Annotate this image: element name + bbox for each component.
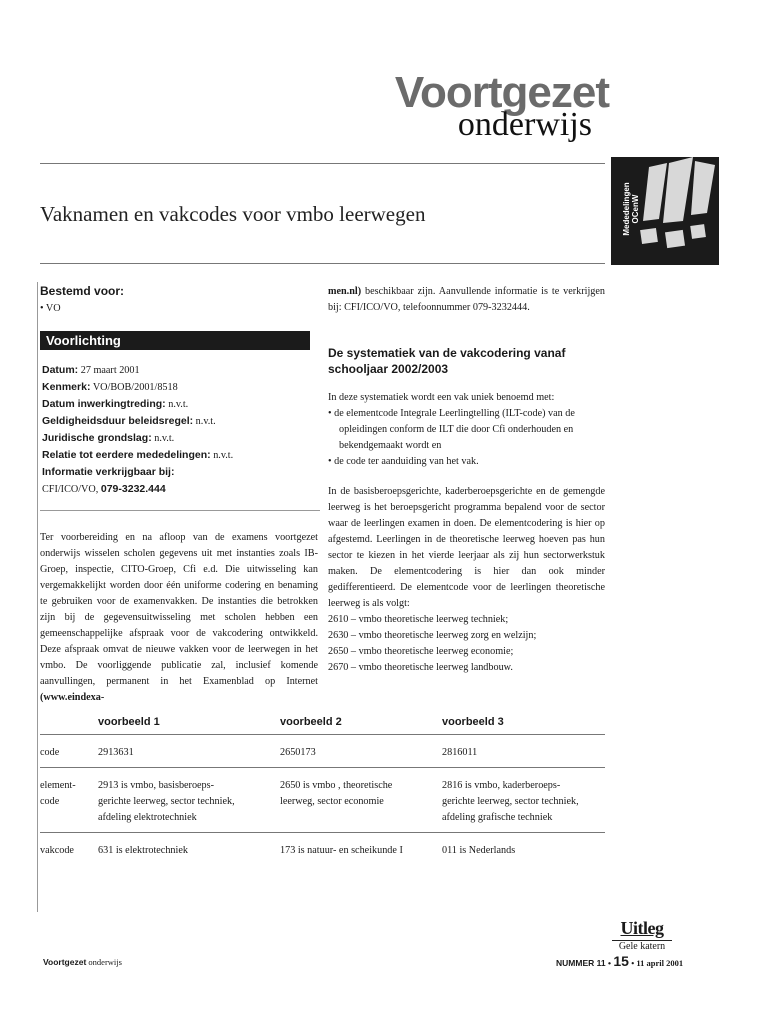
ocenw-label xyxy=(622,181,640,237)
table-header: voorbeeld 1 xyxy=(98,710,280,735)
table-cell: 2816 is vmbo, kaderberoeps- gerichte leerweg, sector techniek, afdeling grafische techniek xyxy=(442,768,605,833)
left-section-rule xyxy=(40,510,320,511)
list-item: • de elementcode Integrale Leerlingtelling (ILT-code) van de opleidingen conform de ILT die door Cfi onderhouden en bekendgemaakt wordt en xyxy=(328,408,575,451)
table-cell: 011 is Nederlands xyxy=(442,845,516,856)
table-cell: 2816011 xyxy=(442,735,605,768)
uitleg-logo xyxy=(612,918,672,952)
code-line: 2630 – vmbo theoretische leerweg zorg en welzijn; xyxy=(328,630,537,641)
table-row xyxy=(40,735,605,768)
meta-kenmerk: Kenmerk: VO/BOB/2001/8518 xyxy=(42,381,178,393)
badge-line-2: OCenW xyxy=(631,194,640,224)
table-cell: code xyxy=(40,735,98,768)
code-line: 2670 – vmbo theoretische leerweg landbouw. xyxy=(328,662,513,673)
uitleg-sub: Gele katern xyxy=(612,940,672,952)
bestemd-heading: Bestemd voor: xyxy=(40,284,125,298)
meta-juridisch: Juridische grondslag: n.v.t. xyxy=(42,432,175,444)
systematiek-paragraph: In de basisberoepsgerichte, kaderberoepsgerichte en de gemengde leerweg is het beroepsgericht programma bepalend voor de sector waar de leerlingen examen in doen. De elementcodering is hier op afgestemd. Leerlingen in de theoretische leerweg hoeven pas hun sector te kiezen in het vierde leerjaar als zij hun sectorwerkstuk maken. De elementcodering is hier dan ook minder gedifferentieerd. De elementcode voor de leerlingen theoretische leerweg is als volgt: 2610 – vmbo theoretische leerweg techniek; 2630 – vmbo theoretische leerweg zorg en welzijn; 2650 – vmbo theoretische leerweg economie; 2670 – vmbo theoretische leerweg landbouw. xyxy=(328,484,605,676)
masthead-title: Voortgezet xyxy=(394,68,609,117)
table-cell: vakcode xyxy=(40,845,74,856)
table-cell: 2650 is vmbo , theoretische leerweg, sector economie xyxy=(280,768,442,833)
page-number: 15 xyxy=(613,953,629,969)
table-row xyxy=(40,833,605,866)
left-margin-line xyxy=(37,282,38,912)
uitleg-name: Uitleg xyxy=(620,918,664,938)
meta-informatie-value: CFI/ICO/VO, 079-3232.444 xyxy=(42,483,166,495)
table-cell: 2913631 xyxy=(98,735,280,768)
code-line: 2610 – vmbo theoretische leerweg techniek; xyxy=(328,614,509,625)
meta-inwerking: Datum inwerkingtreding: n.v.t. xyxy=(42,398,189,410)
document-title: Vaknamen en vakcodes voor vmbo leerwegen xyxy=(40,202,426,226)
table-header: voorbeeld 3 xyxy=(442,710,605,735)
table-row xyxy=(40,768,605,833)
table-cell: 173 is natuur- en scheikunde I xyxy=(280,845,403,856)
systematiek-heading: De systematiek van de vakcodering vanaf schooljaar 2002/2003 xyxy=(328,346,566,376)
table-header: voorbeeld 2 xyxy=(280,710,442,735)
badge-line-1: Mededelingen xyxy=(622,182,631,236)
continued-paragraph: men.nl) beschikbaar zijn. Aanvullende informatie is te verkrijgen bij: CFI/ICO/VO, telefoonnummer 079-3232444. xyxy=(328,286,606,313)
voorlichting-bar: Voorlichting xyxy=(40,331,310,350)
systematiek-intro: In deze systematiek wordt een vak uniek benoemd met: • de elementcode Integrale Leerlingtelling (ILT-code) van de opleidingen conform de ILT die door Cfi onderhouden en bekendgemaakt wordt en • de code ter aanduiding van het vak. xyxy=(328,390,605,470)
meta-relatie: Relatie tot eerdere mededelingen: n.v.t. xyxy=(42,449,234,461)
footer-publication: Voortgezet onderwijs xyxy=(43,957,122,967)
title-rule xyxy=(40,263,605,264)
meta-geldigheid: Geldigheidsduur beleidsregel: n.v.t. xyxy=(42,415,216,427)
masthead-subtitle: onderwijs xyxy=(457,106,592,143)
examenblad-link-end[interactable]: men.nl) xyxy=(328,286,362,297)
footer-issue: NUMMER 11 • 15 • 11 april 2001 xyxy=(556,953,684,969)
table-header xyxy=(40,710,98,735)
top-rule xyxy=(40,163,605,164)
table-cell: element- code xyxy=(40,768,98,833)
intro-paragraph: Ter voorbereiding en na afloop van de examens voortgezet onderwijs wisselen scholen gegevens uit met instanties zoals IB-Groep, inspectie, CITO-Groep, Cfi e.d. Die uitwisseling kan vergemakkelijkt worden door één uniforme codering en benaming te gebruiken voor de examenvakken. De instanties die betrokken zijn bij de gegevensuitwisseling met scholen hebben een gemeenschappelijke afspraak voor de vakcodering ontwikkeld. Deze afspraak omvat de nieuwe vakken voor de leerwegen in het vmbo. De voorliggende publicatie zal, inclusief komende aanvullingen, permanent in het Examenblad op Internet (www.eindexa- xyxy=(40,532,318,703)
meta-datum: Datum: 27 maart 2001 xyxy=(42,364,140,376)
table-cell: 631 is elektrotechniek xyxy=(98,845,188,856)
bestemd-item: • VO xyxy=(40,303,61,314)
code-line: 2650 – vmbo theoretische leerweg economie; xyxy=(328,646,514,657)
table-cell: 2650173 xyxy=(280,735,442,768)
meta-list xyxy=(42,362,322,498)
table-cell: 2913 is vmbo, basisberoeps- gerichte leerweg, sector techniek, afdeling elektrotechniek xyxy=(98,768,280,833)
example-table xyxy=(40,710,605,865)
list-item: • de code ter aanduiding van het vak. xyxy=(328,456,479,467)
table-header-row xyxy=(40,710,605,735)
meta-informatie: Informatie verkrijgbaar bij: xyxy=(42,466,175,478)
examenblad-link[interactable]: (www.eindexa- xyxy=(40,692,105,703)
